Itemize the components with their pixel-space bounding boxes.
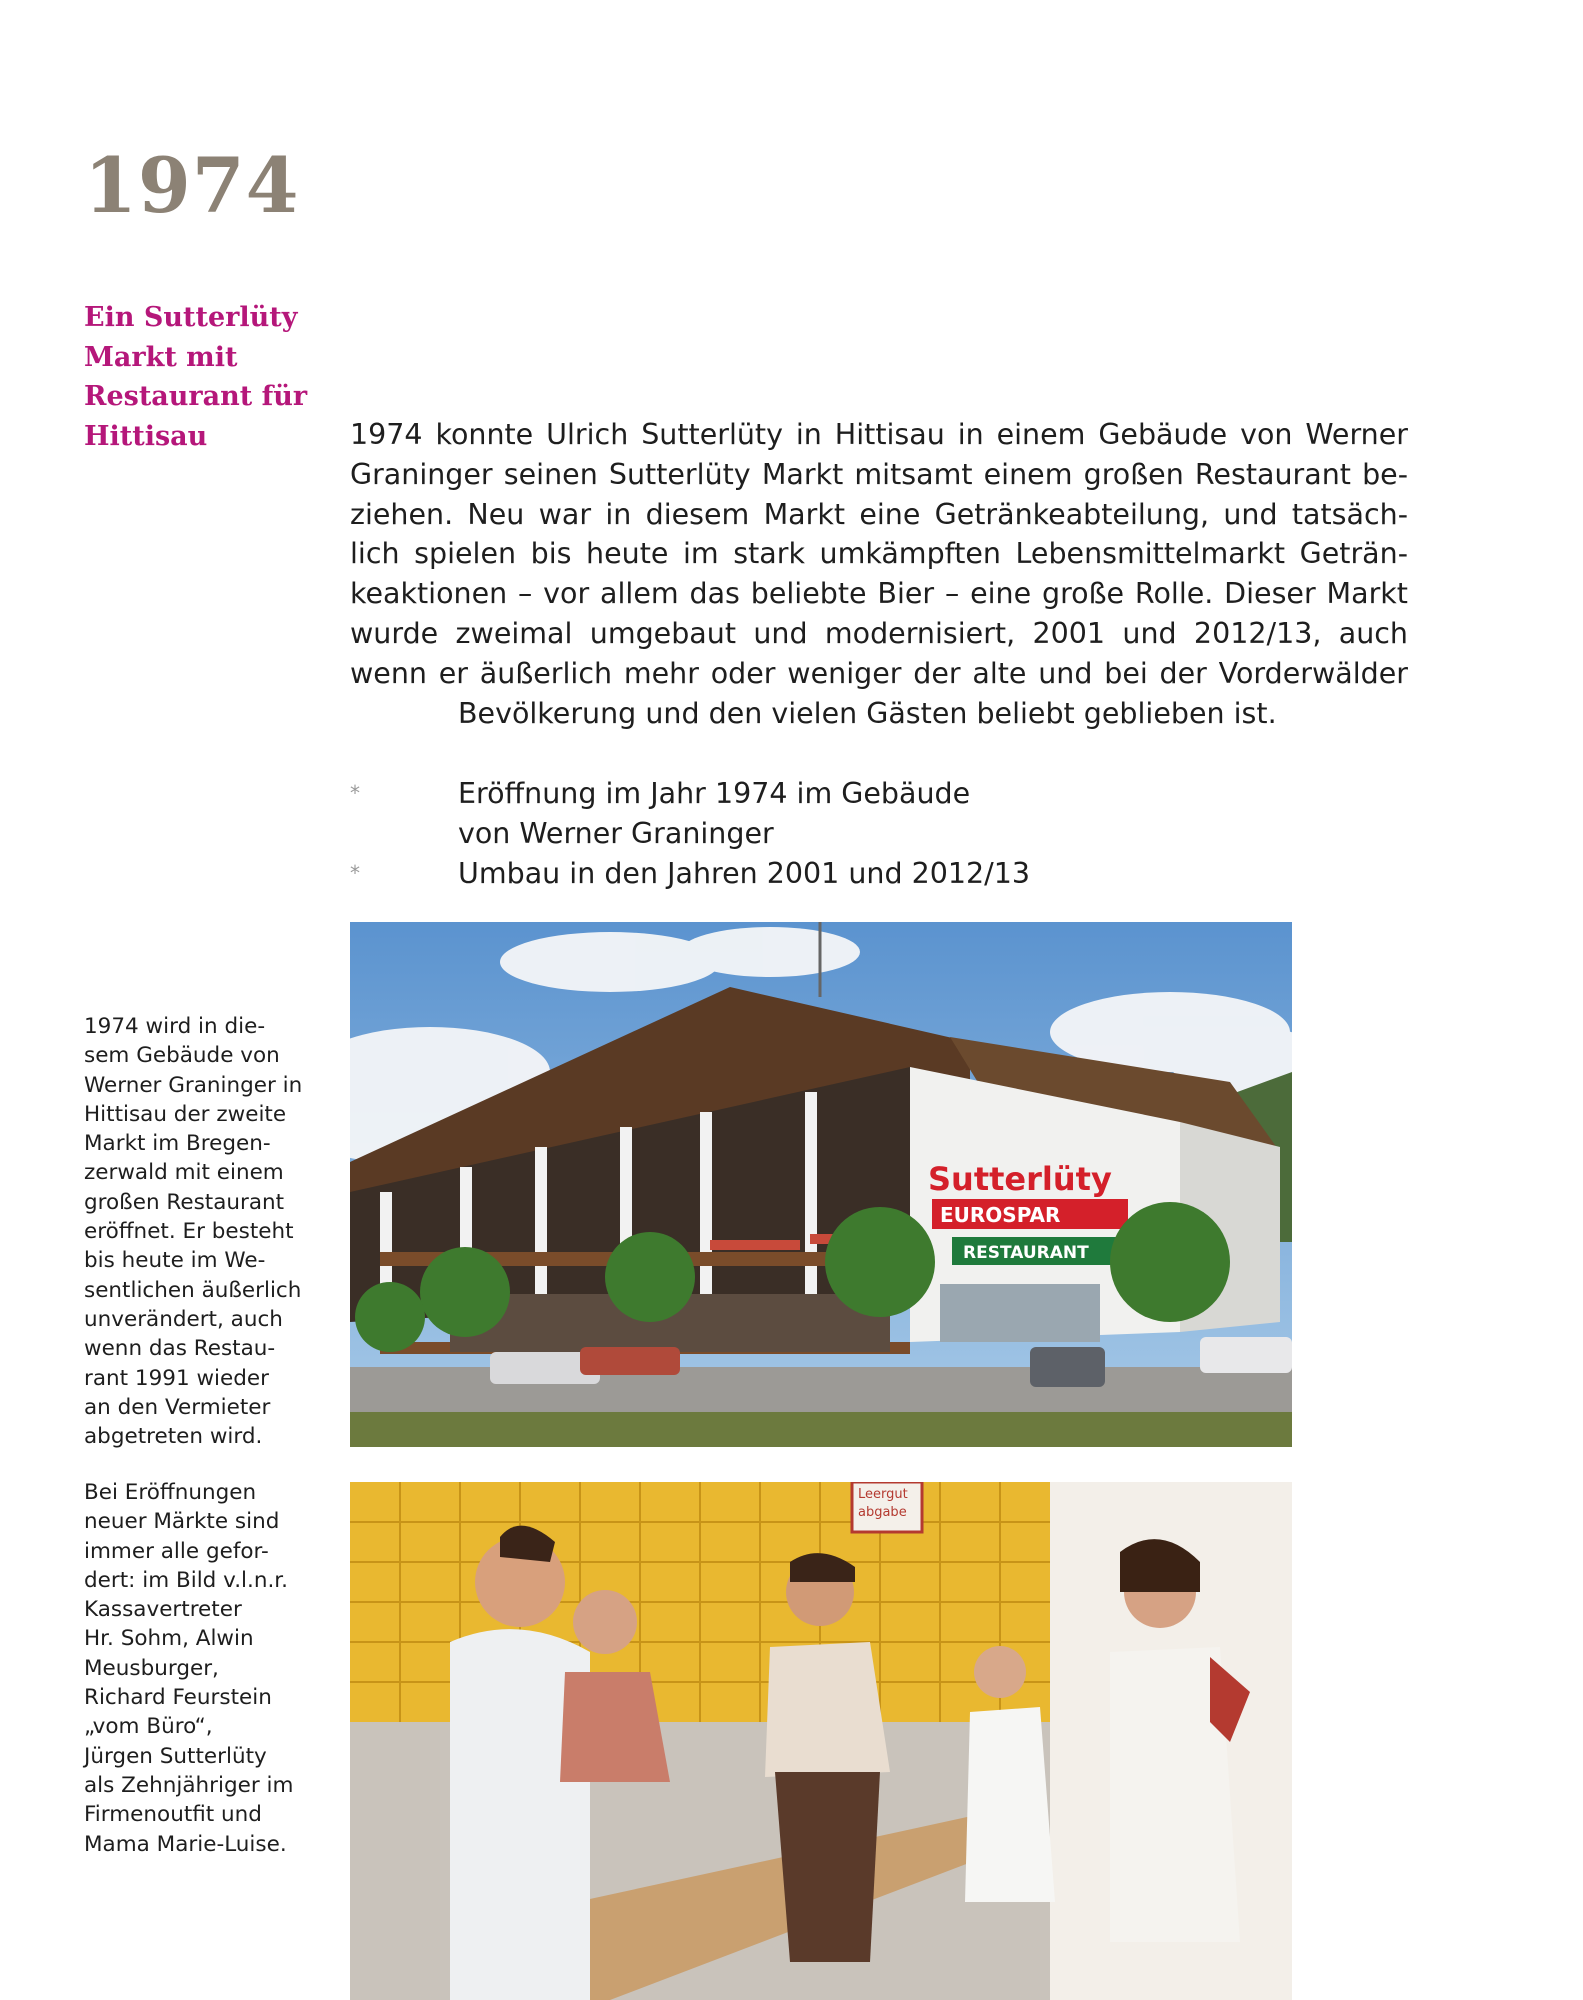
caption-line: großen Restaurant — [84, 1189, 285, 1215]
bullet-text: von Werner Graninger — [458, 816, 774, 850]
subtitle-line: Ein Sutterlüty — [84, 302, 298, 333]
caption-line: Bei Eröffnungen — [84, 1480, 257, 1505]
body-line: 1974 konnte Ulrich Sutterlüty in Hittisau in einem Gebäude von Werner — [350, 418, 1408, 451]
body-line: lich spielen bis heute im stark umkämpften Lebensmittelmarkt Geträn- — [350, 537, 1408, 571]
caption-line: Markt im Bregen- — [84, 1131, 271, 1157]
caption-line: dert: im Bild v.l.n.r. — [84, 1567, 289, 1593]
photo-opening-team — [350, 1482, 1292, 2000]
caption-line: Jürgen Sutterlüty — [84, 1743, 267, 1769]
photo-caption-team — [84, 1478, 293, 1859]
section-subtitle — [84, 298, 307, 456]
photo-caption-building — [84, 1012, 302, 1451]
body-line: keaktionen – vor allem das beliebte Bier – eine große Rolle. Dieser Markt — [350, 577, 1408, 611]
store-brand-sign: Sutterlüty — [928, 1160, 1112, 1198]
caption-line: immer alle gefor- — [84, 1538, 269, 1564]
subtitle-line: Markt mit — [84, 341, 238, 373]
caption-line: Hittisau der zweite — [84, 1101, 287, 1127]
asterisk-icon: * — [350, 781, 360, 805]
bullet-list — [350, 774, 1030, 893]
caption-line: Richard Feurstein — [84, 1685, 272, 1711]
caption-line: abgetreten wird. — [84, 1424, 263, 1450]
caption-line: als Zehnjähriger im — [84, 1772, 294, 1798]
leergut-sign-line: abgabe — [858, 1505, 907, 1520]
caption-line: Werner Graninger in — [84, 1072, 303, 1098]
body-line: wurde zweimal umgebaut und modernisiert, 2001 und 2012/13, auch — [350, 616, 1408, 650]
caption-line: Meusburger, — [84, 1655, 219, 1681]
body-line: wenn er äußerlich mehr oder weniger der alte und bei der Vorderwälder — [350, 656, 1408, 690]
caption-line: wenn das Restau- — [84, 1336, 276, 1362]
caption-line: zerwald mit einem — [84, 1160, 284, 1186]
body-line: Graninger seinen Sutterlüty Markt mitsamt einem großen Restaurant be- — [350, 457, 1408, 491]
subtitle-line: Hittisau — [84, 420, 208, 452]
body-line: Bevölkerung und den vielen Gästen beliebt geblieben ist. — [458, 696, 1277, 730]
caption-line: sem Gebäude von — [84, 1043, 280, 1069]
store-restaurant-sign: RESTAURANT — [963, 1243, 1089, 1263]
caption-line: an den Vermieter — [84, 1394, 271, 1420]
caption-line: 1974 wird in die- — [84, 1014, 266, 1039]
caption-line: Kassavertreter — [84, 1597, 242, 1623]
caption-line: sentlichen äußerlich — [84, 1277, 302, 1303]
caption-line: rant 1991 wieder — [84, 1365, 269, 1391]
caption-line: neuer Märkte sind — [84, 1509, 280, 1535]
store-building-illustration — [350, 922, 1292, 1447]
caption-line: eröffnet. Er besteht — [84, 1219, 294, 1245]
body-paragraph — [350, 415, 1408, 733]
bullet-item-continuation — [350, 814, 1030, 854]
year-heading: 1974 — [84, 141, 300, 230]
caption-line: Firmenoutfit und — [84, 1802, 262, 1828]
caption-line: bis heute im We- — [84, 1248, 266, 1274]
opening-team-illustration — [350, 1482, 1292, 2000]
body-line: ziehen. Neu war in diesem Markt eine Getränkeabteilung, und tatsäch- — [350, 497, 1408, 531]
caption-line: Hr. Sohm, Alwin — [84, 1626, 254, 1652]
bullet-text: Umbau in den Jahren 2001 und 2012/13 — [458, 856, 1031, 890]
asterisk-icon: * — [350, 860, 360, 885]
photo-store-building — [350, 922, 1292, 1447]
bullet-item — [350, 774, 1030, 814]
caption-line: Mama Marie-Luise. — [84, 1831, 287, 1857]
caption-line: „vom Büro“, — [84, 1714, 213, 1740]
caption-line: unverändert, auch — [84, 1306, 283, 1332]
bullet-text: Eröffnung im Jahr 1974 im Gebäude — [458, 777, 971, 810]
bullet-item — [350, 854, 1030, 894]
store-eurospar-sign: EUROSPAR — [940, 1203, 1061, 1227]
subtitle-line: Restaurant für — [84, 381, 308, 412]
leergut-sign-line: Leergut — [858, 1487, 908, 1502]
